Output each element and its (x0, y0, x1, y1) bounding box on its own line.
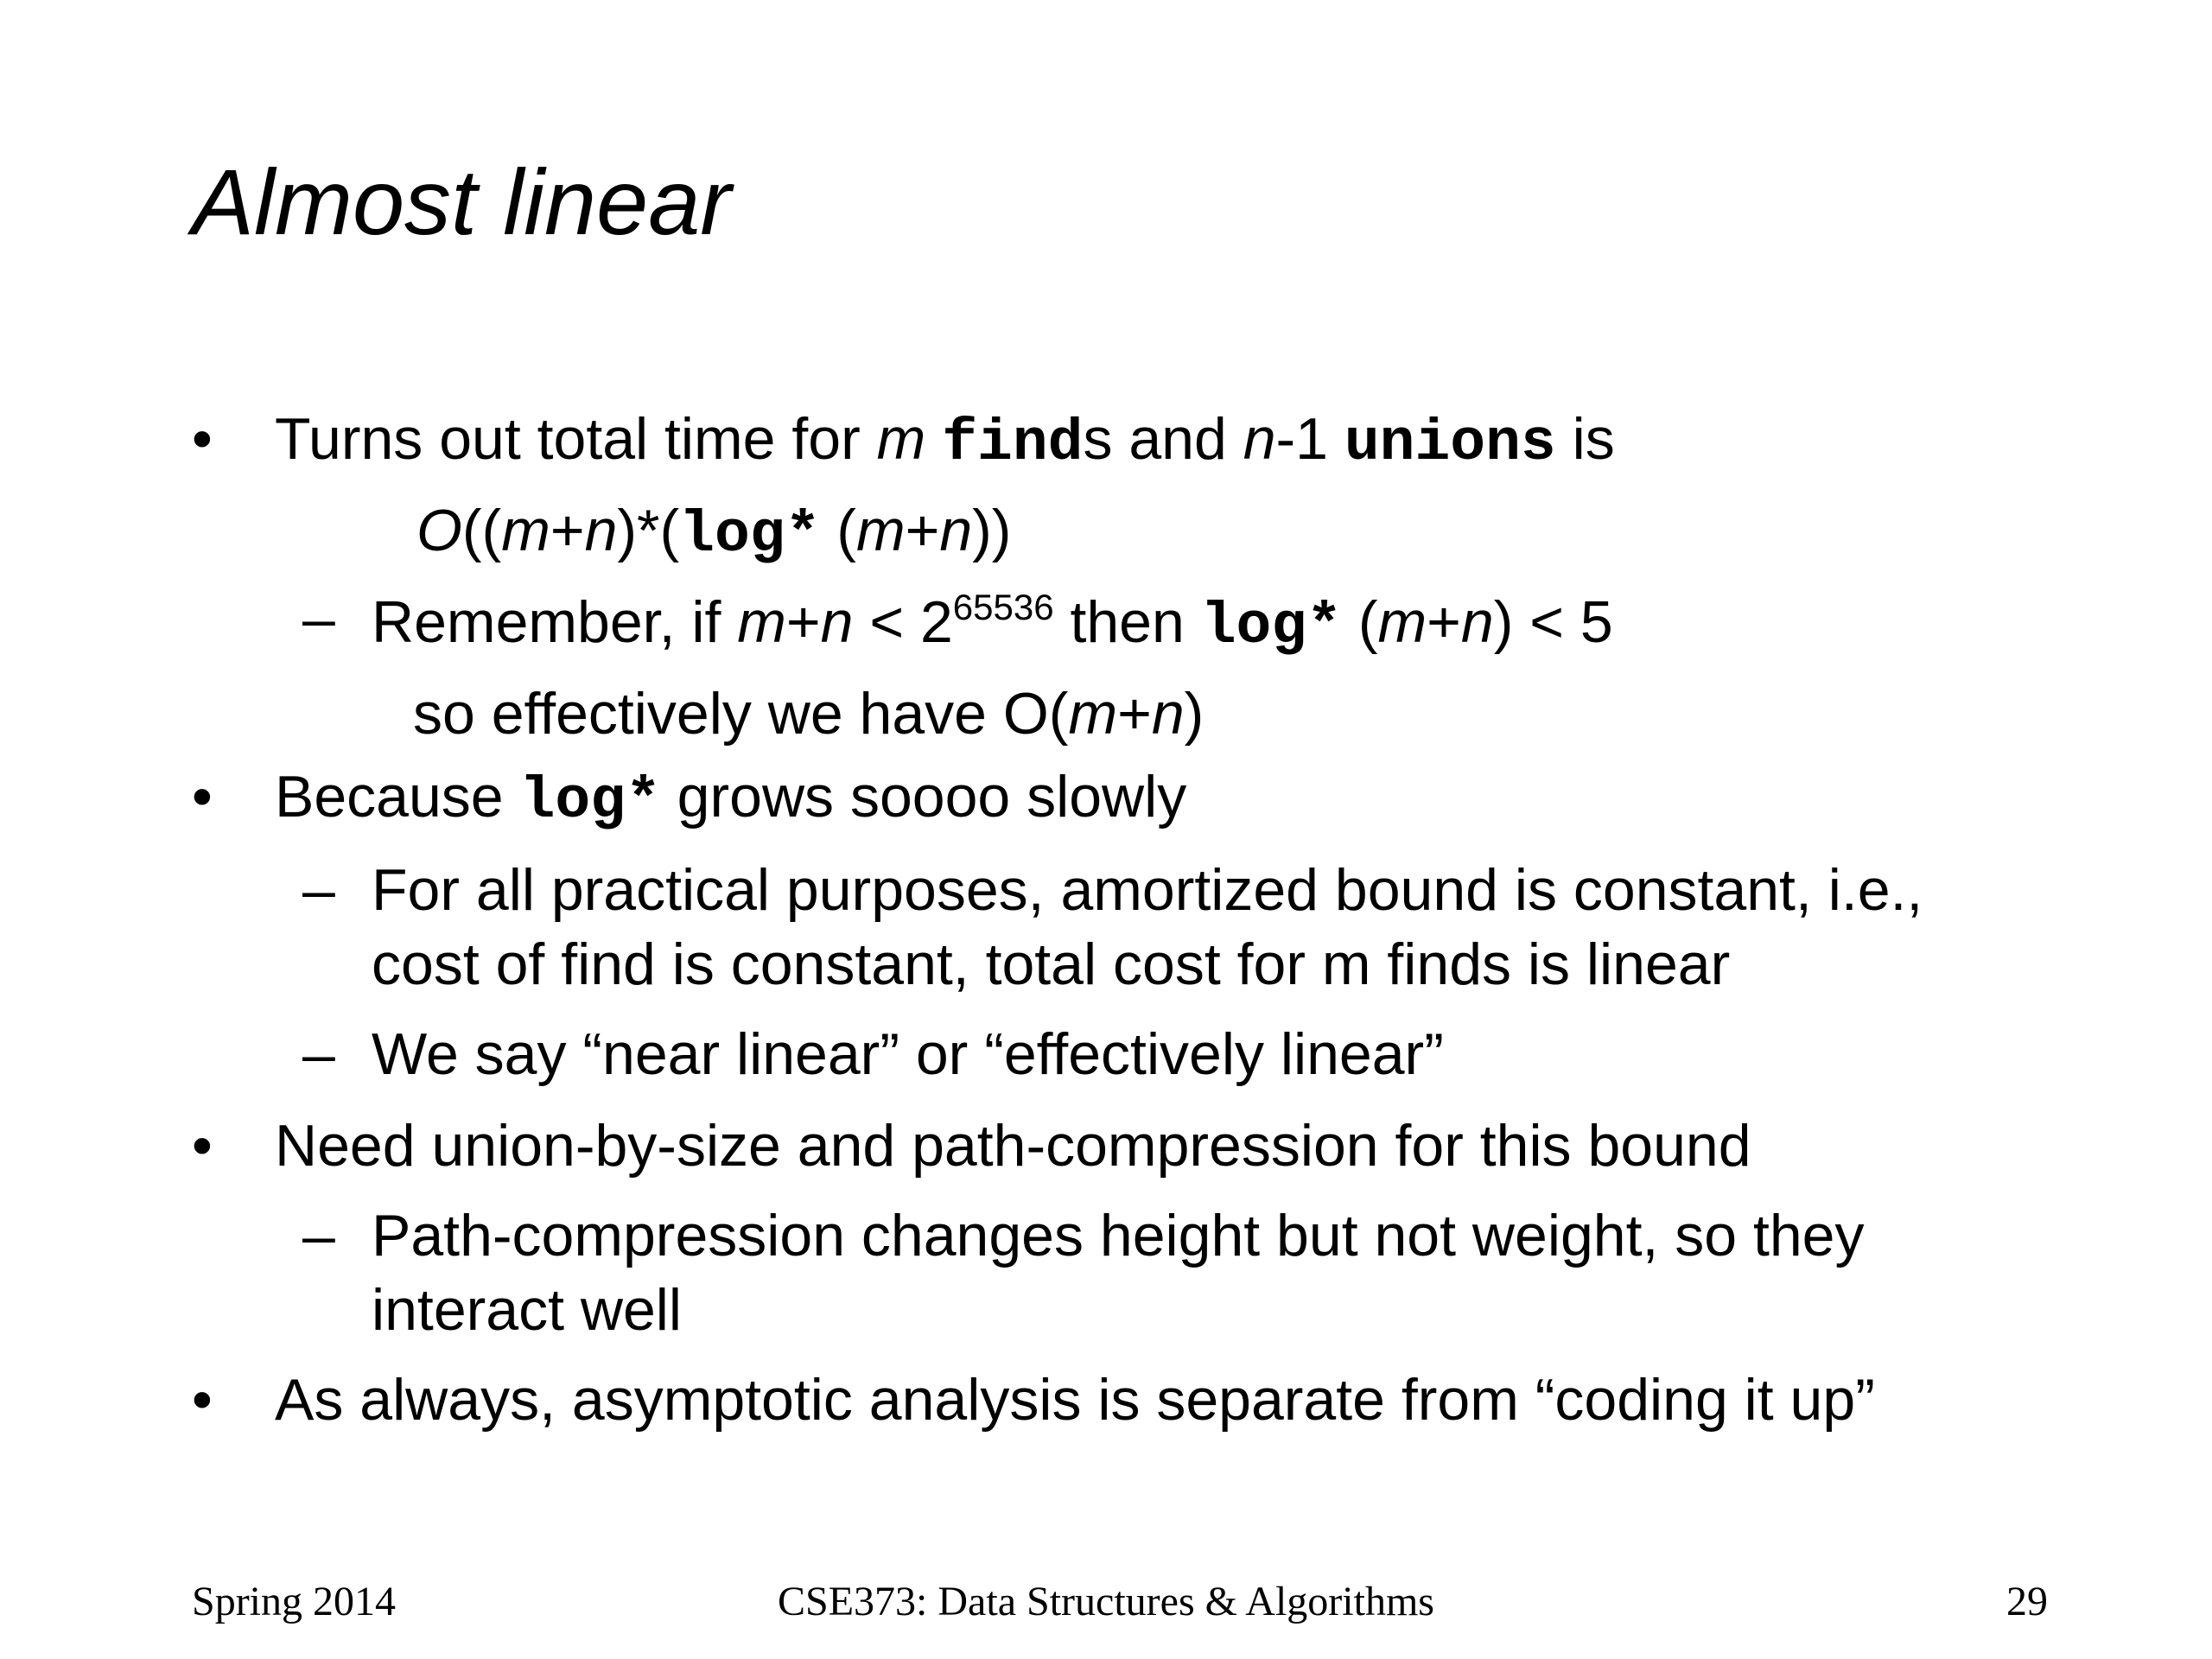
sub-4-dash: – (302, 1203, 335, 1268)
sub-1-dash: – (302, 586, 335, 652)
bullet-4-text: As always, asymptotic analysis is separate from “coding it up” (275, 1367, 1875, 1433)
formula-line: O((m+n)*(log* (m+n)) (416, 498, 1012, 569)
bullet-3-text: Need union-by-size and path-compression for this bound (275, 1113, 1751, 1179)
bullet-1-glyph: • (192, 406, 213, 472)
footer-page-number: 29 (2006, 1579, 2048, 1624)
footer-course: CSE373: Data Structures & Algorithms (778, 1579, 1434, 1624)
footer-term: Spring 2014 (192, 1579, 397, 1624)
sub-1-text: Remember, if $m+n < 2^{65536}$ then log* (m+n) < 5 (372, 587, 1613, 660)
bullet-2-glyph: • (192, 764, 213, 830)
sub-2-line-2: cost of find is constant, total cost for m finds is linear (372, 931, 1731, 997)
sub-1-continuation: so effectively we have O(m+n) (413, 681, 1205, 747)
sub-4-line-2: interact well (372, 1277, 683, 1343)
bullet-1-text: Turns out total time for m finds and n-1 unions is (275, 406, 1615, 477)
sub-3-dash: – (302, 1021, 335, 1087)
sub-2-line-1: For all practical purposes, amortized bound is constant, i.e., (372, 857, 1923, 923)
slide-title: Almost linear (192, 149, 732, 254)
bullet-4-glyph: • (192, 1367, 213, 1433)
sub-3-text: We say “near linear” or “effectively linear” (372, 1021, 1444, 1087)
sub-2-dash: – (302, 857, 335, 923)
sub-4-line-1: Path-compression changes height but not weight, so they (372, 1203, 1865, 1268)
bullet-2-text: Because log* grows soooo slowly (275, 764, 1187, 835)
bullet-3-glyph: • (192, 1113, 213, 1179)
